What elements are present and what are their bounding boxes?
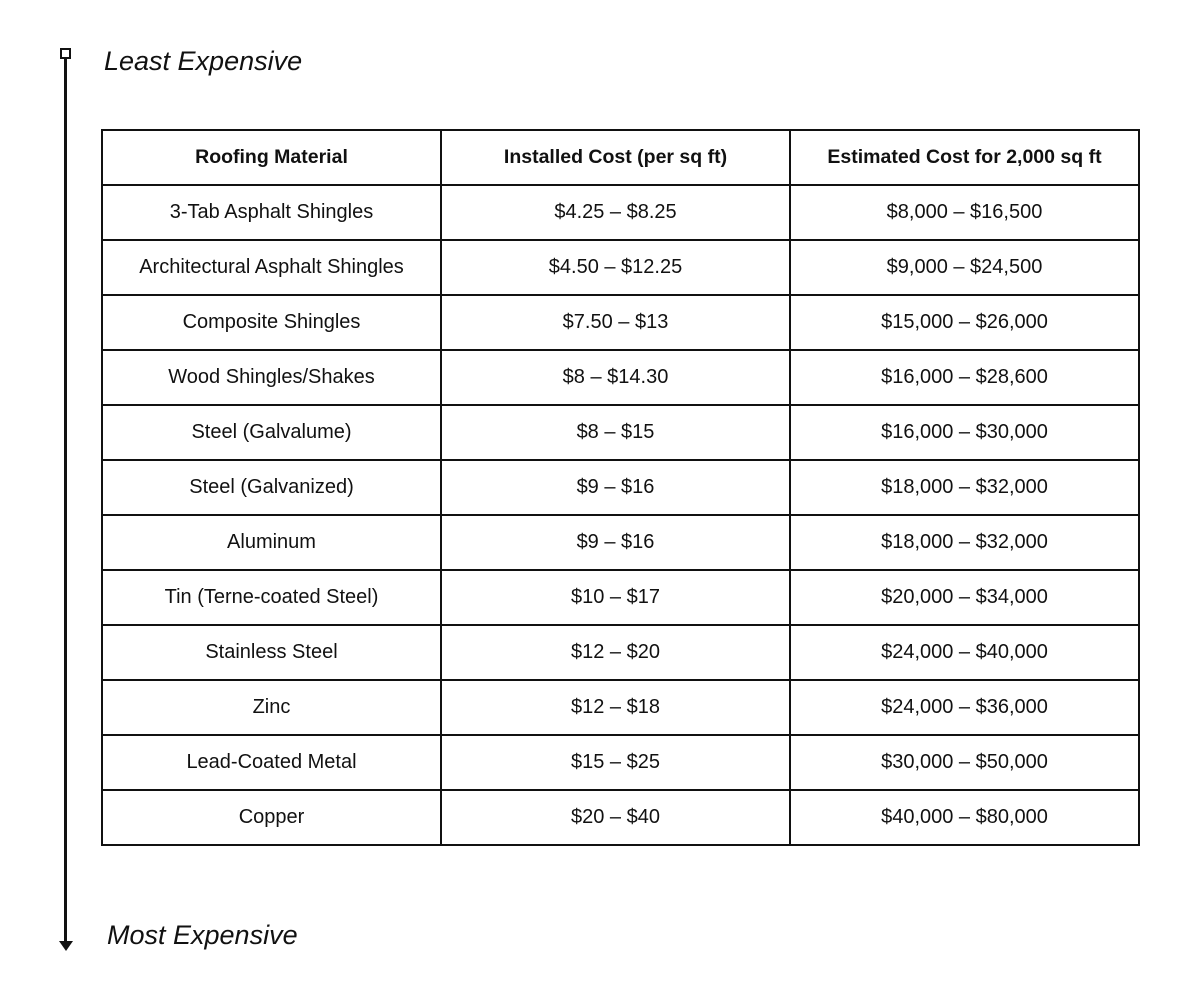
- table-row: [102, 405, 1139, 460]
- material-cell: Aluminum: [102, 515, 441, 570]
- estimated-cost-cell: $15,000 – $26,000: [790, 295, 1139, 350]
- table-row: [102, 515, 1139, 570]
- header-installed-cost: Installed Cost (per sq ft): [441, 130, 790, 185]
- roofing-cost-table: [101, 129, 1140, 846]
- estimated-cost-cell: $40,000 – $80,000: [790, 790, 1139, 845]
- estimated-cost-cell: $9,000 – $24,500: [790, 240, 1139, 295]
- material-cell: 3-Tab Asphalt Shingles: [102, 185, 441, 240]
- table-row: [102, 185, 1139, 240]
- table-row: [102, 295, 1139, 350]
- table-row: [102, 240, 1139, 295]
- installed-cost-cell: $10 – $17: [441, 570, 790, 625]
- material-cell: Tin (Terne-coated Steel): [102, 570, 441, 625]
- installed-cost-cell: $9 – $16: [441, 515, 790, 570]
- installed-cost-cell: $20 – $40: [441, 790, 790, 845]
- installed-cost-cell: $7.50 – $13: [441, 295, 790, 350]
- arrow-down-icon: [59, 941, 73, 951]
- installed-cost-cell: $15 – $25: [441, 735, 790, 790]
- material-cell: Lead-Coated Metal: [102, 735, 441, 790]
- table-row: [102, 350, 1139, 405]
- table-row: [102, 790, 1139, 845]
- table-row: [102, 680, 1139, 735]
- material-cell: Wood Shingles/Shakes: [102, 350, 441, 405]
- material-cell: Steel (Galvanized): [102, 460, 441, 515]
- material-cell: Steel (Galvalume): [102, 405, 441, 460]
- installed-cost-cell: $4.25 – $8.25: [441, 185, 790, 240]
- installed-cost-cell: $8 – $15: [441, 405, 790, 460]
- table-row: [102, 460, 1139, 515]
- material-cell: Architectural Asphalt Shingles: [102, 240, 441, 295]
- installed-cost-cell: $12 – $20: [441, 625, 790, 680]
- material-cell: Copper: [102, 790, 441, 845]
- header-roofing-material: Roofing Material: [102, 130, 441, 185]
- installed-cost-cell: $9 – $16: [441, 460, 790, 515]
- table-row: [102, 735, 1139, 790]
- material-cell: Stainless Steel: [102, 625, 441, 680]
- most-expensive-label: Most Expensive: [107, 920, 298, 950]
- table-row: [102, 625, 1139, 680]
- estimated-cost-cell: $24,000 – $36,000: [790, 680, 1139, 735]
- estimated-cost-cell: $24,000 – $40,000: [790, 625, 1139, 680]
- scale-start-marker-icon: [60, 48, 71, 59]
- installed-cost-cell: $12 – $18: [441, 680, 790, 735]
- material-cell: Zinc: [102, 680, 441, 735]
- material-cell: Composite Shingles: [102, 295, 441, 350]
- header-estimated-cost: Estimated Cost for 2,000 sq ft: [790, 130, 1139, 185]
- installed-cost-cell: $8 – $14.30: [441, 350, 790, 405]
- estimated-cost-cell: $18,000 – $32,000: [790, 460, 1139, 515]
- installed-cost-cell: $4.50 – $12.25: [441, 240, 790, 295]
- cost-scale-axis-line: [64, 59, 67, 941]
- estimated-cost-cell: $8,000 – $16,500: [790, 185, 1139, 240]
- table-header-row: [102, 130, 1139, 185]
- estimated-cost-cell: $16,000 – $30,000: [790, 405, 1139, 460]
- estimated-cost-cell: $16,000 – $28,600: [790, 350, 1139, 405]
- estimated-cost-cell: $20,000 – $34,000: [790, 570, 1139, 625]
- estimated-cost-cell: $18,000 – $32,000: [790, 515, 1139, 570]
- estimated-cost-cell: $30,000 – $50,000: [790, 735, 1139, 790]
- table-row: [102, 570, 1139, 625]
- least-expensive-label: Least Expensive: [104, 46, 303, 76]
